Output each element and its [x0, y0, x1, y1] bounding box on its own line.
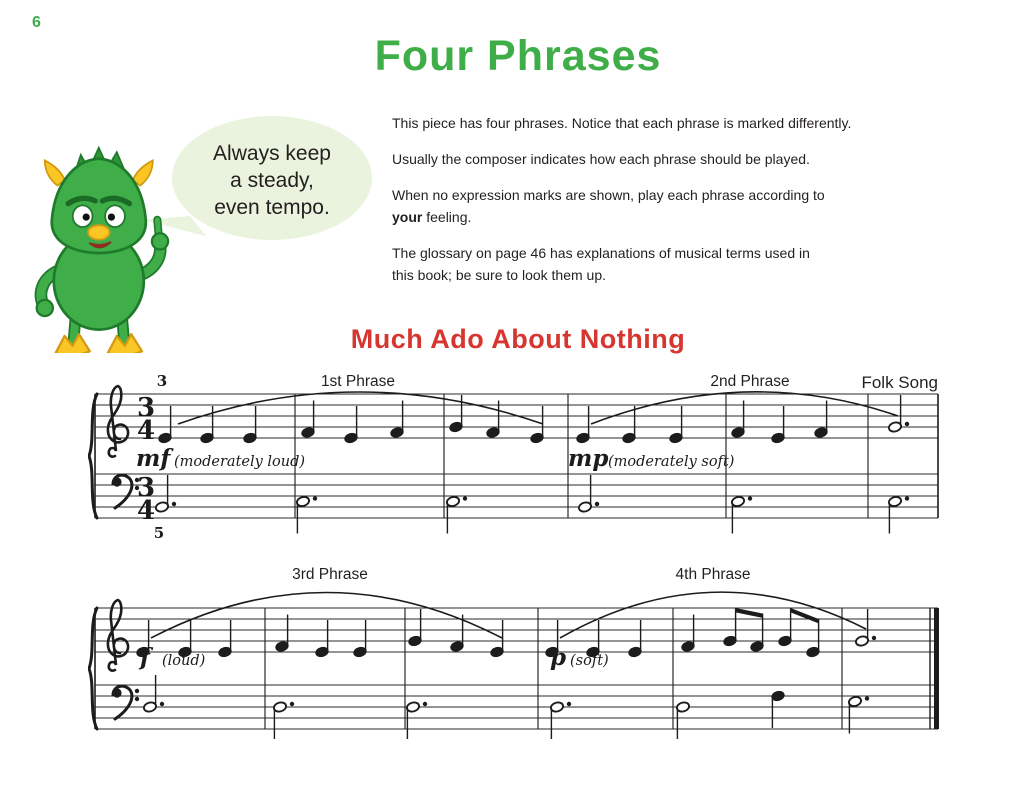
grand-staff-system-1: [88, 372, 948, 555]
intro-paragraph-4: The glossary on page 46 has explanations of musical terms used in this book; be sure to look them up.: [392, 245, 810, 283]
phrase-label: 4th Phrase: [675, 566, 751, 583]
svg-text:4: 4: [136, 496, 156, 526]
system-1-svg: [88, 372, 948, 550]
dynamic-label: (loud): [162, 653, 206, 669]
intro-paragraph-2: Usually the composer indicates how each phrase should be played.: [392, 151, 810, 167]
speech-line-1: Always keep: [213, 142, 331, 165]
mascot-horn-right: [133, 160, 153, 185]
mascot-fist-left: [37, 300, 53, 316]
speech-line-3: even tempo.: [214, 196, 330, 219]
svg-text:4: 4: [136, 416, 156, 446]
phrase-slur: [560, 592, 866, 638]
page-number: 6: [32, 14, 41, 31]
phrase-label: 3rd Phrase: [292, 566, 368, 583]
finger-number: 3: [156, 372, 168, 390]
emphasis-your: your: [392, 209, 423, 225]
dynamic-mark: mf: [136, 445, 171, 472]
dynamic-mark: f: [140, 644, 150, 671]
dynamic-mark: p: [550, 644, 567, 671]
phrase-slur: [178, 392, 543, 424]
song-attribution: Folk Song: [861, 373, 938, 392]
dynamic-label: (moderately loud): [174, 454, 306, 470]
phrase-slur: [591, 392, 898, 424]
mascot-horn-left: [45, 160, 65, 185]
grand-staff-system-2: [88, 565, 948, 770]
dynamic-label: (soft): [570, 653, 609, 669]
svg-text:3: 3: [136, 393, 156, 423]
system-2-svg: [88, 565, 948, 765]
dynamic-mark: mp: [568, 445, 609, 472]
finger-number: 5: [153, 524, 165, 542]
page-title: Four Phrases: [374, 32, 662, 80]
intro-text: [392, 112, 892, 300]
mascot-fist-right: [152, 233, 168, 249]
song-title: Much Ado About Nothing: [350, 324, 686, 354]
intro-paragraph-3: When no expression marks are shown, play each phrase according to your feeling.: [392, 187, 825, 225]
phrase-label: 2nd Phrase: [710, 373, 790, 390]
dynamic-label: (moderately soft): [608, 454, 735, 470]
intro-paragraph-1: This piece has four phrases. Notice that each phrase is marked differently.: [392, 115, 852, 131]
speech-line-2: a steady,: [230, 169, 314, 192]
phrase-label: 1st Phrase: [320, 373, 396, 390]
mascot-nose: [88, 225, 110, 239]
svg-text:3: 3: [136, 473, 156, 503]
mascot-monster-illustration: [16, 146, 196, 353]
phrase-slur: [151, 593, 502, 639]
